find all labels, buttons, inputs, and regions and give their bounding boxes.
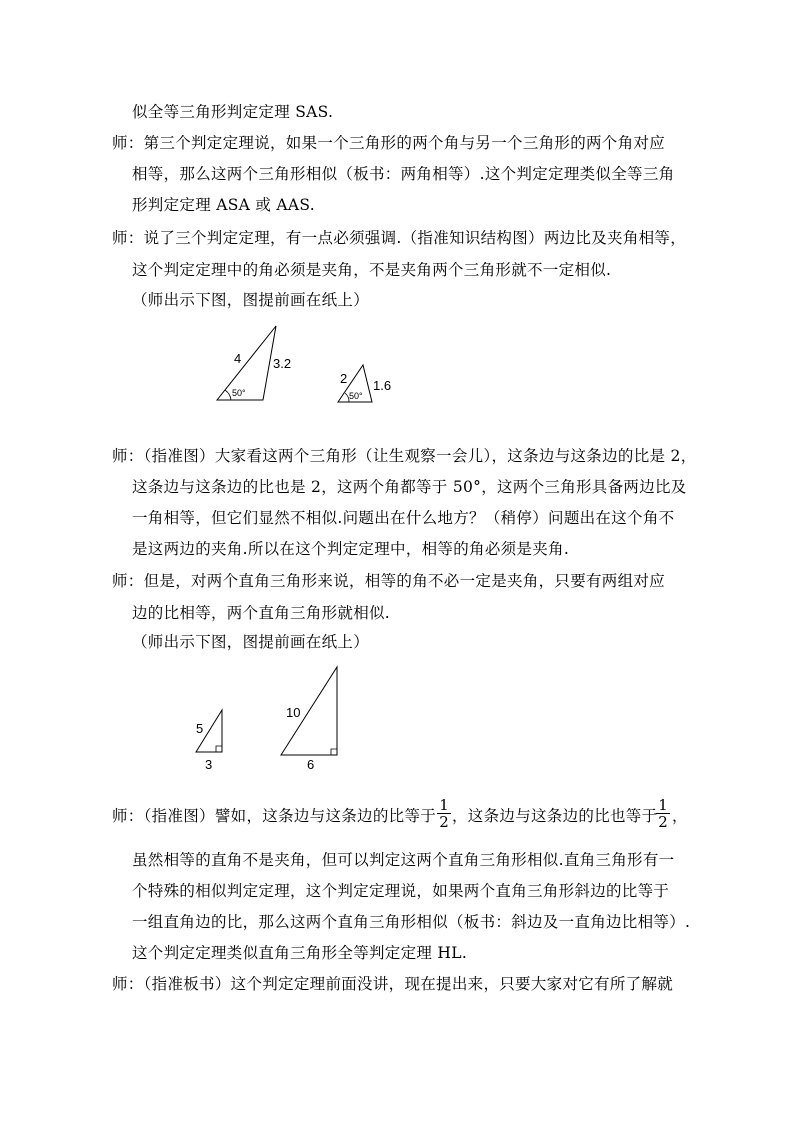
text-line: ，这条边与这条边的比也等于 <box>452 807 658 825</box>
text-line: 师：（指准图）譬如，这条边与这条边的比等于 <box>112 807 437 825</box>
text-line: 个特殊的相似判定定理，这个判定定理说，如果两个直角三角形斜边的比等于 <box>132 882 670 900</box>
text-line: 师：第三个判定定理说，如果一个三角形的两个角与另一个三角形的两个角对应 <box>112 134 666 152</box>
small-side-a-label: 2 <box>340 371 348 386</box>
small-leg-base-label: 3 <box>205 757 213 772</box>
figure-triangles-sas <box>210 323 410 403</box>
text-line: 这个判定定理类似直角三角形全等判定定理 HL. <box>132 944 468 962</box>
text-line: 相等，那么这两个三角形相似（板书：两角相等）.这个判定定理类似全等三角 <box>132 165 675 183</box>
text-line: 一角相等，但它们显然不相似.问题出在什么地方？（稍停）问题出在这个角不 <box>132 509 675 527</box>
small-leg-vertical-label: 5 <box>196 721 204 736</box>
text-line: 师：（指准板书）这个判定定理前面没讲，现在提出来，只要大家对它有所了解就 <box>112 975 674 993</box>
fraction-denominator: 2 <box>658 813 668 831</box>
text-line: 师：但是，对两个直角三角形来说，相等的角不必一定是夹角，只要有两组对应 <box>112 572 666 590</box>
text-line: 师：（指准图）大家看这两个三角形（让生观察一会儿），这条边与这条边的比是 2， <box>112 447 697 465</box>
big-right-triangle <box>281 667 337 772</box>
text-line: 师：说了三个判定定理，有一点必须强调.（指准知识结构图）两边比及夹角相等， <box>112 229 687 247</box>
fraction-denominator: 2 <box>439 813 449 831</box>
big-side-a-label: 4 <box>234 351 242 366</box>
text-line: 边的比相等，两个直角三角形就相似. <box>132 604 391 622</box>
text-line: （师出示下图，图提前画在纸上） <box>132 291 370 309</box>
fraction-numerator: 1 <box>437 797 451 814</box>
text-line: 这条边与这条边的比也是 2，这两个角都等于 50°，这两个三角形具备两边比及 <box>132 478 687 496</box>
big-leg-base-label: 6 <box>307 757 315 772</box>
text-line: 一组直角边的比，那么这两个直角三角形相似（板书：斜边及一直角边比相等）. <box>132 913 691 931</box>
big-angle-label: 50° <box>232 388 246 398</box>
text-line: 是这两边的夹角.所以在这个判定定理中，相等的角必须是夹角. <box>132 540 570 558</box>
big-triangle <box>217 326 291 400</box>
big-hypotenuse-label: 10 <box>286 705 301 720</box>
fraction-numerator: 1 <box>656 797 670 814</box>
fraction-one-half <box>437 797 451 830</box>
text-line: （师出示下图，图提前画在纸上） <box>132 633 370 651</box>
big-side-b-label: 3.2 <box>273 356 292 371</box>
small-angle-label: 50° <box>349 391 363 401</box>
figure-right-triangles <box>190 663 360 773</box>
text-line: 虽然相等的直角不是夹角，但可以判定这两个直角三角形相似.直角三角形有一 <box>132 851 675 869</box>
fraction-one-half <box>656 797 670 830</box>
small-side-b-label: 1.6 <box>373 378 392 393</box>
text-line: 似全等三角形判定定理 SAS. <box>132 103 334 121</box>
small-triangle <box>338 365 391 402</box>
text-line: ， <box>672 807 688 825</box>
text-line: 形判定定理 ASA 或 AAS. <box>132 196 315 214</box>
small-right-triangle <box>196 710 222 772</box>
text-line: 这个判定定理中的角必须是夹角，不是夹角两个三角形就不一定相似. <box>132 261 612 279</box>
